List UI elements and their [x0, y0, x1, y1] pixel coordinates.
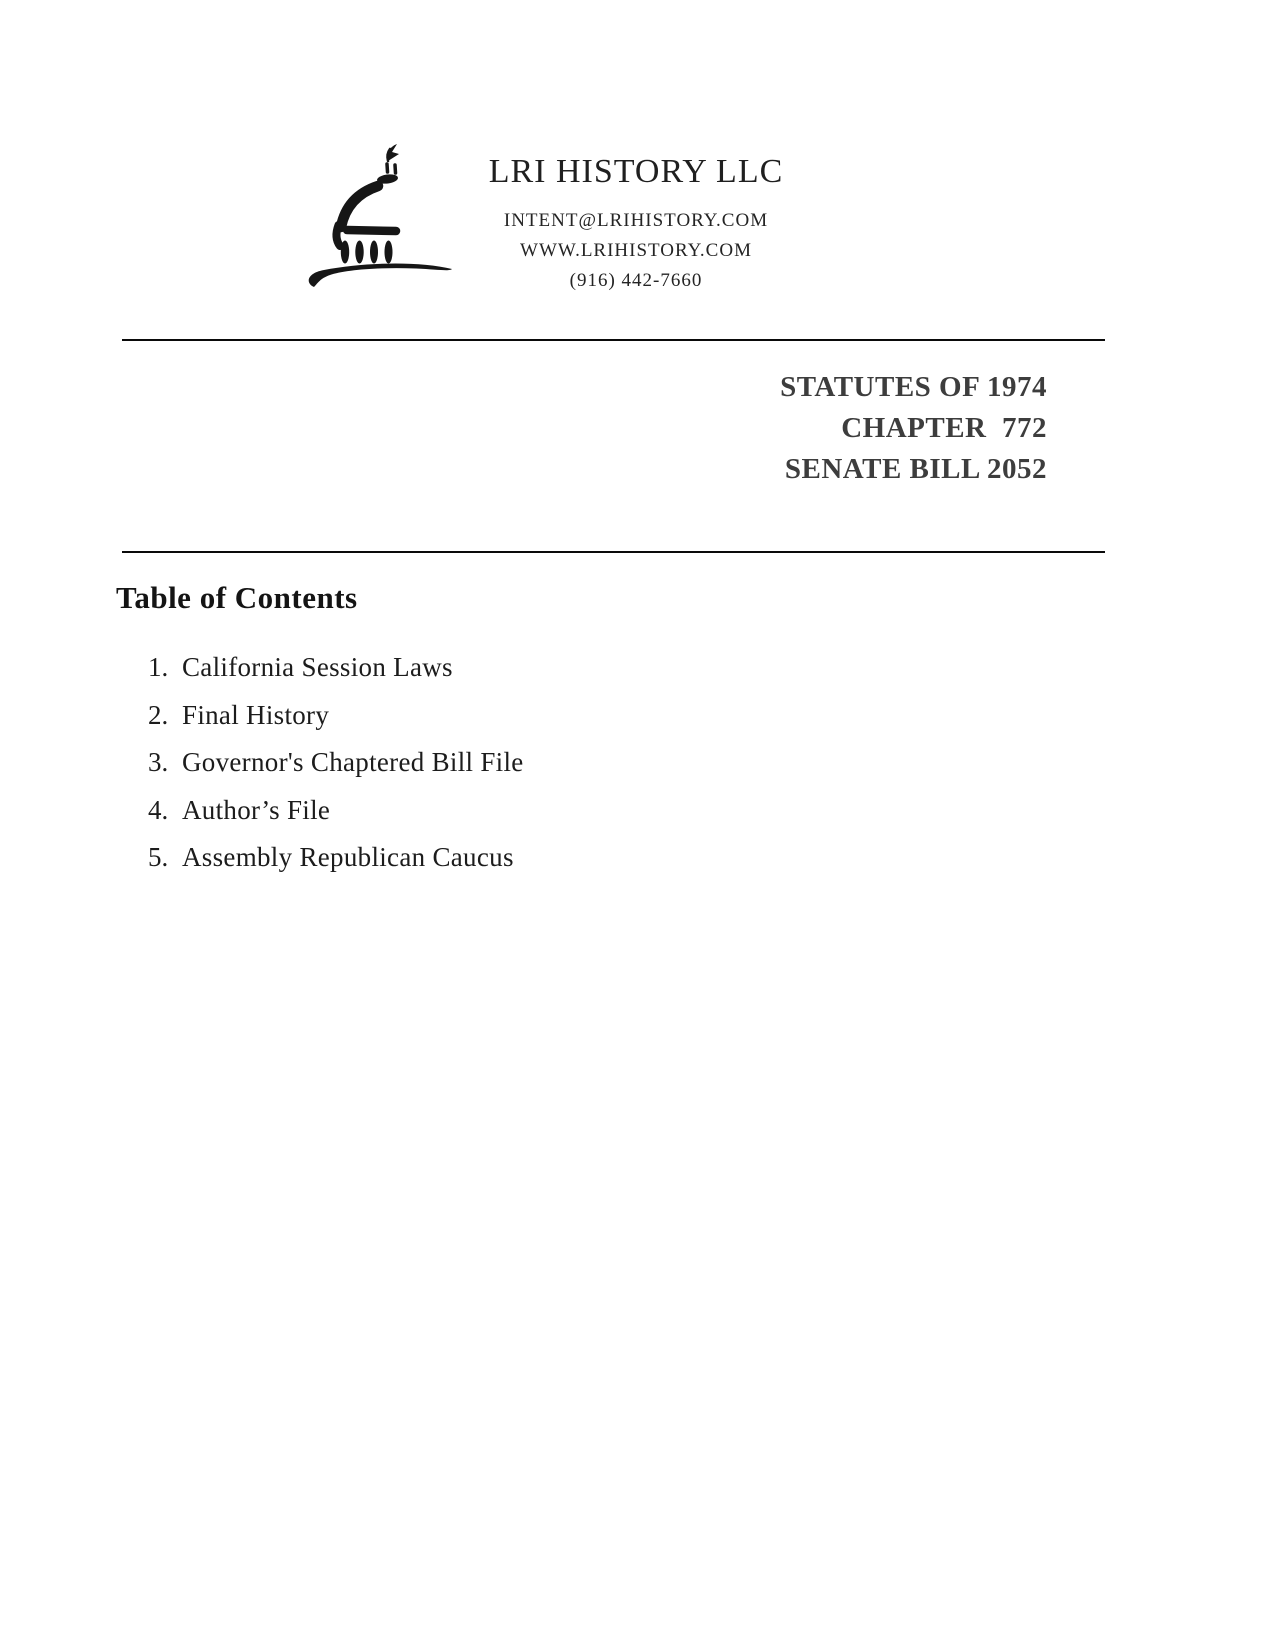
toc-item-california-session-laws: [148, 652, 524, 700]
toc-item-number: 2.: [148, 699, 169, 730]
toc-item-authors-file: [148, 795, 524, 843]
toc-item-number: 1.: [148, 652, 169, 682]
toc-item-governors-chaptered-bill-file: [148, 747, 524, 795]
toc-item-label: Author’s File: [182, 794, 331, 825]
toc-item-label: Governor's Chaptered Bill File: [182, 747, 524, 777]
company-email: INTENT@LRIHISTORY.COM: [503, 210, 769, 231]
toc-item-number: 4.: [148, 794, 169, 825]
toc-item-final-history: [148, 700, 524, 748]
toc-heading: Table of Contents: [116, 580, 358, 615]
chapter-line: CHAPTER 772: [841, 412, 1047, 444]
divider-rule-top: [122, 339, 1105, 341]
toc-item-label: Final History: [182, 699, 330, 730]
toc-item-assembly-republican-caucus: [148, 842, 524, 890]
toc-item-number: 5.: [148, 842, 169, 872]
company-phone: (916) 442-7660: [569, 270, 703, 291]
toc-item-label: California Session Laws: [182, 652, 453, 682]
company-website: WWW.LRIHISTORY.COM: [520, 240, 752, 261]
letterhead-text: [436, 150, 836, 296]
toc-item-number: 3.: [148, 747, 169, 777]
senate-bill-line: SENATE BILL 2052: [784, 453, 1047, 485]
statutes-line: STATUTES OF 1974: [780, 371, 1047, 403]
toc-item-label: Assembly Republican Caucus: [182, 842, 514, 872]
divider-rule-bottom: [122, 551, 1105, 553]
company-name: LRI HISTORY LLC: [488, 153, 784, 190]
toc-list: [148, 652, 524, 890]
case-reference-block: [780, 367, 1047, 490]
